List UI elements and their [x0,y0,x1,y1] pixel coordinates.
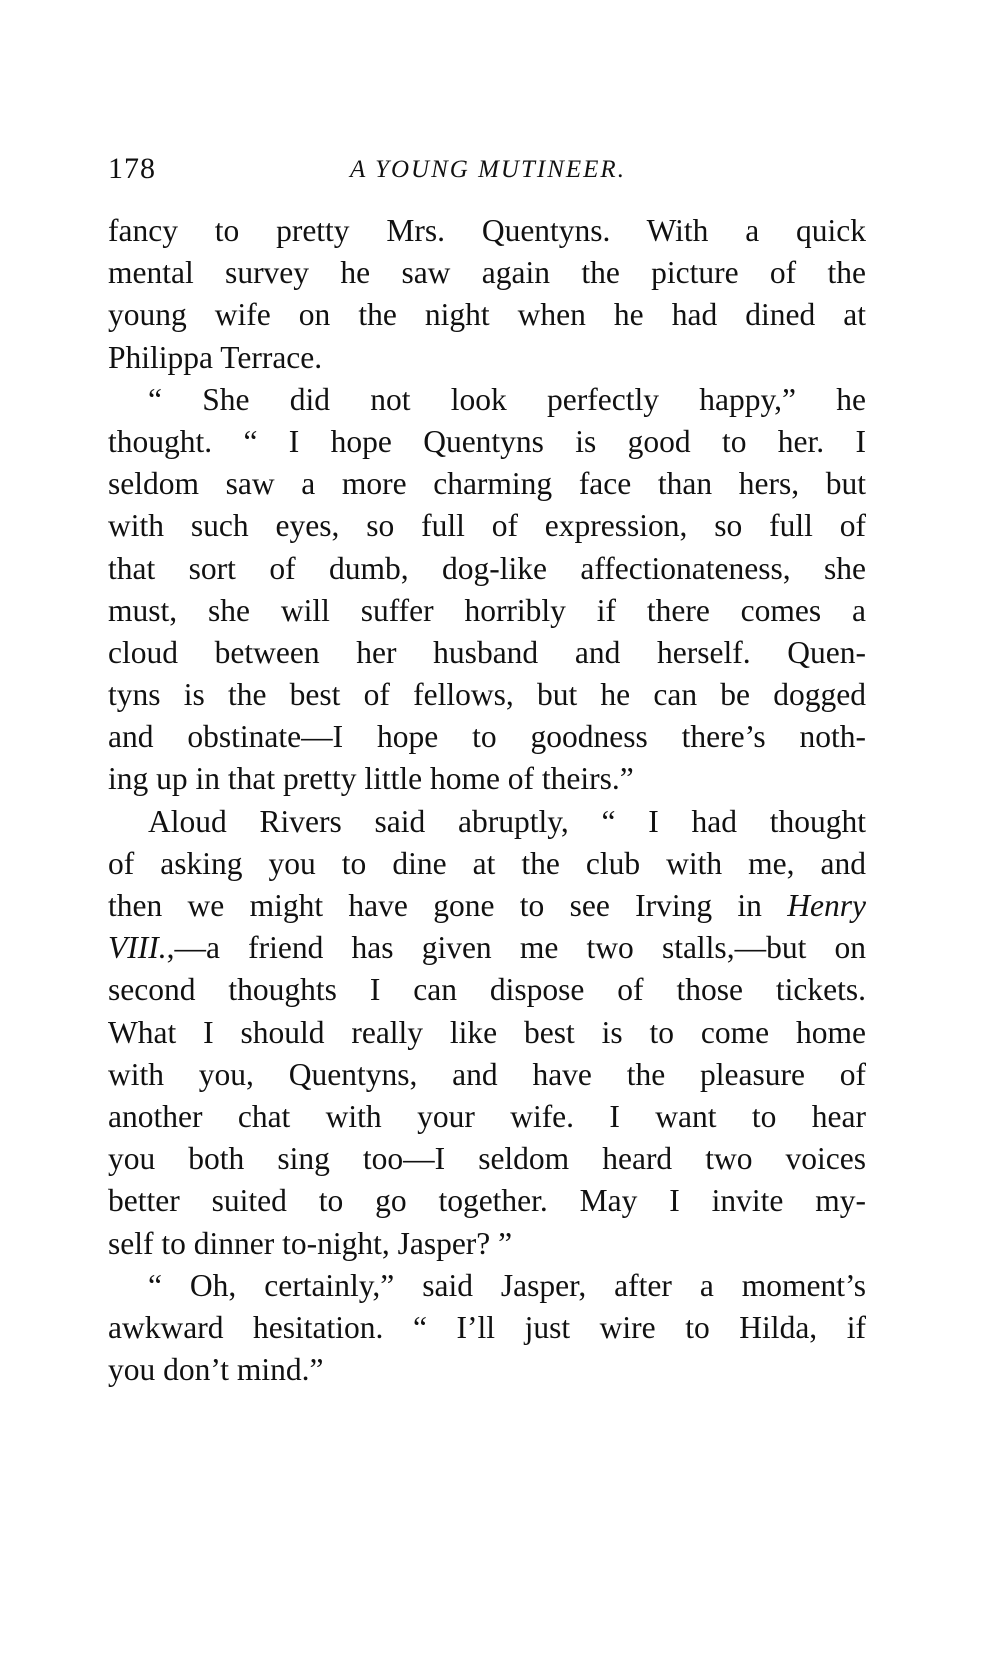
text-line: ing up in that pretty little home of theirs.” [108,761,634,797]
text-line: with such eyes, so full of expression, so full of [108,508,866,544]
text-line: another chat with your wife. I want to hear [108,1098,866,1134]
text-line: tyns is the best of fellows, but he can be dogged [108,677,866,713]
text-line: better suited to go together. May I invite my- [108,1183,866,1219]
text-line: self to dinner to-night, Jasper? ” [108,1225,513,1261]
text-line: awkward hesitation. “ I’ll just wire to Hilda, if [108,1309,866,1345]
italic-title: Henry [787,888,866,923]
text-line: you don’t mind.” [108,1352,324,1388]
text-line: fancy to pretty Mrs. Quentyns. With a quick [108,213,866,248]
italic-title: VIII. [108,930,167,966]
text-line: thought. “ I hope Quentyns is good to her. I [108,423,866,459]
text-line: with you, Quentyns, and have the pleasure of [108,1056,866,1092]
text-line: “ Oh, certainly,” said Jasper, after a moment’s [148,1267,866,1303]
text-line: cloud between her husband and herself. Quen- [108,634,866,670]
text-line: of asking you to dine at the club with me, and [108,845,866,881]
text-line: second thoughts I can dispose of those tickets. [108,972,866,1008]
text-line: that sort of dumb, dog-like affectionateness, she [108,550,866,586]
text-fragment: then we might have gone to see Irving in [108,888,788,923]
text-line: Philippa Terrace. [108,339,323,375]
text-line: Aloud Rivers said abruptly, “ I had thought [148,803,866,839]
text-line: must, she will suffer horribly if there comes a [108,592,866,628]
running-head: A YOUNG MUTINEER. [350,156,626,183]
body-text [108,210,866,1391]
text-line [108,885,866,927]
text-line: mental survey he saw again the picture of the [108,255,866,291]
text-line [108,927,866,969]
text-line: young wife on the night when he had dined at [108,297,866,333]
text-line: and obstinate—I hope to goodness there’s noth- [108,719,866,755]
text-line: you both sing too—I seldom heard two voices [108,1141,866,1177]
page-header [108,152,868,192]
page-number: 178 [108,152,156,185]
text-line: “ She did not look perfectly happy,” he [148,381,866,417]
text-line: seldom saw a more charming face than hers, but [108,466,866,502]
text-fragment: ,—a friend has given me two stalls,—but on [166,930,866,966]
text-line: What I should really like best is to come home [108,1014,866,1050]
